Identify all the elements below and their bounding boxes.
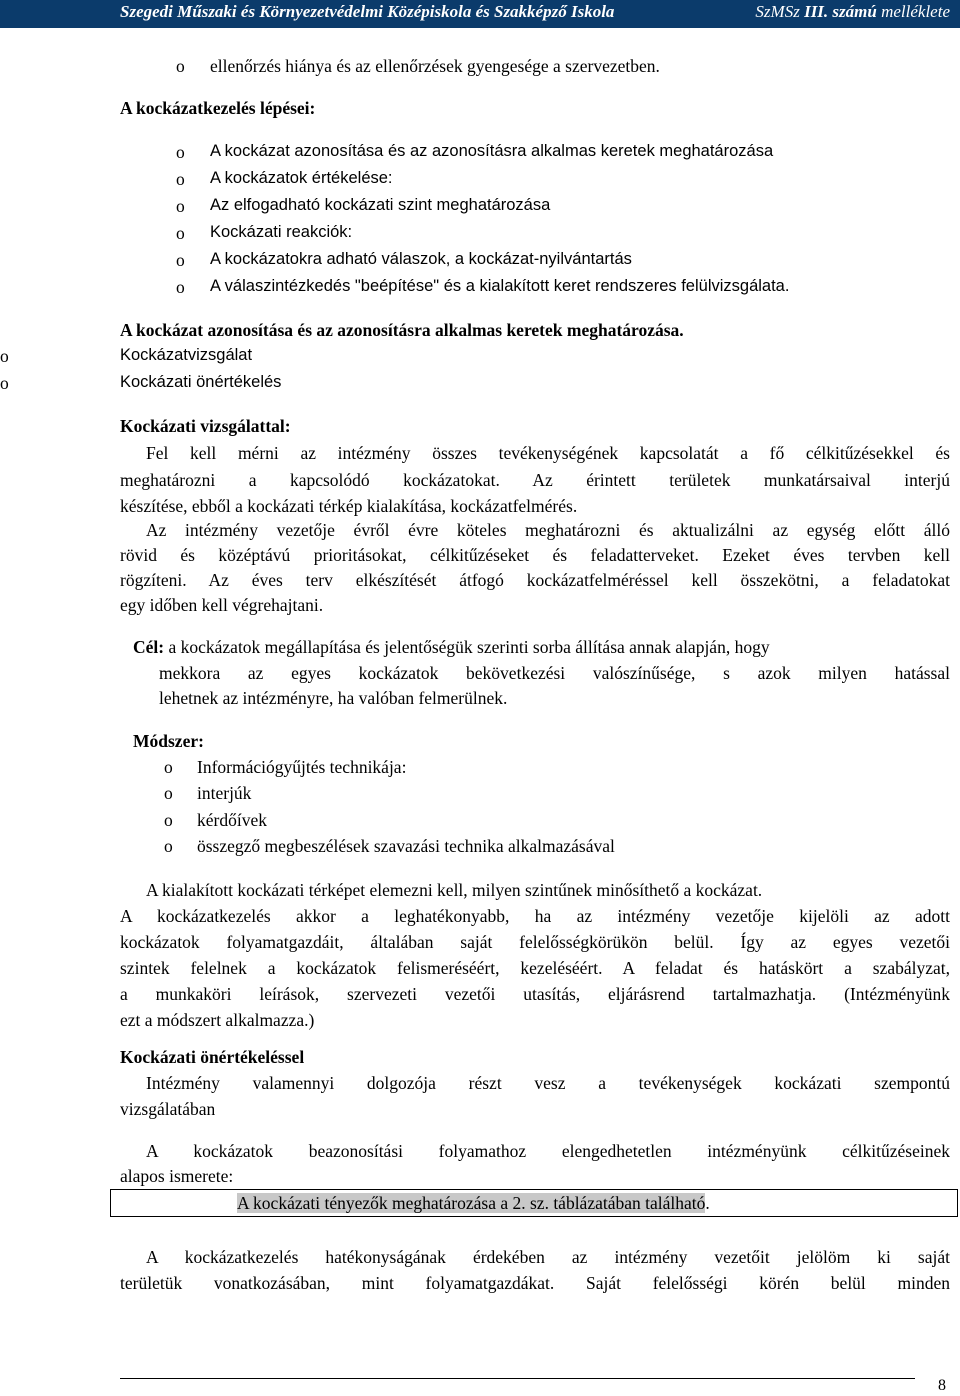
header-school-name: Szegedi Műszaki és Környezetvédelmi Középiskola és Szakképző Iskola	[120, 2, 615, 21]
modszer-title: Módszer:	[133, 731, 204, 751]
bullet-icon: o	[176, 142, 185, 162]
vizsgalat-title: Kockázati vizsgálattal:	[120, 416, 291, 436]
onertekeles-title: Kockázati önértékeléssel	[120, 1047, 305, 1067]
bullet-icon: o	[176, 56, 185, 76]
paragraph-line: ezt a módszert alkalmazza.)	[120, 1010, 315, 1030]
bullet-icon: o	[164, 836, 173, 856]
step-item: A válaszintézkedés "beépítése" és a kialakított keret rendszeres felülvizsgálata.	[210, 277, 790, 295]
paragraph-line: Az intézmény vezetője évről évre köteles meghatározni és aktualizálni az egység előtt álló	[146, 520, 950, 540]
paragraph-line: készítése, ebből a kockázati térkép kialakítása, kockázatfelmérés.	[120, 496, 578, 516]
step-item: Kockázati reakciók:	[210, 223, 353, 241]
paragraph-line: rövid és középtávú prioritásokat, célkitűzéseket és feladatterveket. Ezeket éves tervben kell	[120, 545, 950, 565]
paragraph-line: rögzíteni. Az éves terv elkészítését átfogó kockázatfelméréssel kell összekötni, a feladatokat	[120, 570, 950, 590]
step-item: A kockázatok értékelése:	[210, 169, 393, 187]
paragraph-line: A kockázatkezelés hatékonyságának érdekében az intézmény vezetőit jelölöm ki saját	[146, 1247, 950, 1267]
bullet-icon: o	[0, 346, 9, 366]
paragraph-line: területük vonatkozásában, mint folyamatgazdákat. Saját felelősségi körén belül minden	[120, 1273, 950, 1293]
paragraph-line: Intézmény valamennyi dolgozója részt vesz a tevékenységek kockázati szempontú	[146, 1073, 950, 1093]
boxed-note: A kockázati tényezők meghatározása a 2. sz. táblázatában található.	[237, 1193, 710, 1213]
bullet-icon: o	[176, 250, 185, 270]
cel-label: Cél:	[133, 637, 165, 657]
bullet-icon: o	[0, 373, 9, 393]
paragraph-line: kockázatok folyamatgazdáit, általában saját felelősségkörükön belül. Így az egyes vezetői	[120, 932, 950, 952]
paragraph-line: A kockázatkezelés akkor a leghatékonyabb, ha az intézmény vezetője kijelöli az adott	[120, 906, 950, 926]
cel-first-line: Cél: a kockázatok megállapítása és jelentőségük szerinti sorba állítása annak alapján, hogy	[133, 637, 770, 657]
method-item: összegző megbeszélések szavazási technika alkalmazásával	[197, 836, 615, 856]
identification-title: A kockázat azonosítása és az azonosításra alkalmas keretek meghatározása.	[120, 320, 684, 340]
paragraph-line: egy időben kell végrehajtani.	[120, 595, 324, 615]
step-item: Az elfogadható kockázati szint meghatározása	[210, 196, 551, 214]
bullet-icon: o	[164, 783, 173, 803]
bullet-icon: o	[176, 196, 185, 216]
page-number: 8	[938, 1377, 946, 1394]
paragraph-line: mekkora az egyes kockázatok bekövetkezési valószínűsége, s azok milyen hatással	[159, 663, 950, 683]
paragraph-line: vizsgálatában	[120, 1099, 216, 1119]
header-annex: SzMSz III. számú melléklete	[755, 2, 950, 21]
method-item: interjúk	[197, 783, 252, 803]
paragraph-line: meghatározni a kapcsolódó kockázatokat. Az érintett területek munkatársaival interjú	[120, 470, 950, 490]
steps-title: A kockázatkezelés lépései:	[120, 98, 316, 118]
list-item: ellenőrzés hiánya és az ellenőrzések gyengesége a szervezetben.	[210, 56, 660, 76]
bullet-icon: o	[176, 169, 185, 189]
identification-item: Kockázati önértékelés	[120, 373, 282, 391]
footer-divider	[120, 1378, 915, 1379]
step-item: A kockázatokra adható válaszok, a kockázat-nyilvántartás	[210, 250, 632, 268]
paragraph-line: lehetnek az intézményre, ha valóban felmerülnek.	[159, 688, 508, 708]
step-item: A kockázat azonosítása és az azonosításra alkalmas keretek meghatározása	[210, 142, 774, 160]
paragraph-line: alapos ismerete:	[120, 1166, 234, 1186]
bullet-icon: o	[176, 277, 185, 297]
paragraph-line: A kialakított kockázati térképet elemezni kell, milyen szintűnek minősíthető a kockázat.	[146, 880, 763, 900]
method-item: kérdőívek	[197, 810, 267, 830]
identification-item: Kockázatvizsgálat	[120, 346, 253, 364]
bullet-icon: o	[176, 223, 185, 243]
bullet-icon: o	[164, 757, 173, 777]
paragraph-line: szintek felelnek a kockázatok felismeréséért, kezeléséért. A feladat és hatáskört a szabályzat,	[120, 958, 950, 978]
paragraph-line: A kockázatok beazonosítási folyamathoz elengedhetetlen intézményünk célkitűzéseinek	[146, 1141, 950, 1161]
paragraph-line: Fel kell mérni az intézmény összes tevékenységének kapcsolatát a fő célkitűzésekkel és	[146, 443, 950, 463]
bullet-icon: o	[164, 810, 173, 830]
paragraph-line: a munkaköri leírások, szervezeti vezetői utasítás, eljárásrend tartalmazhatja. (Intézményünk	[120, 984, 950, 1004]
method-item: Információgyűjtés technikája:	[197, 757, 407, 777]
